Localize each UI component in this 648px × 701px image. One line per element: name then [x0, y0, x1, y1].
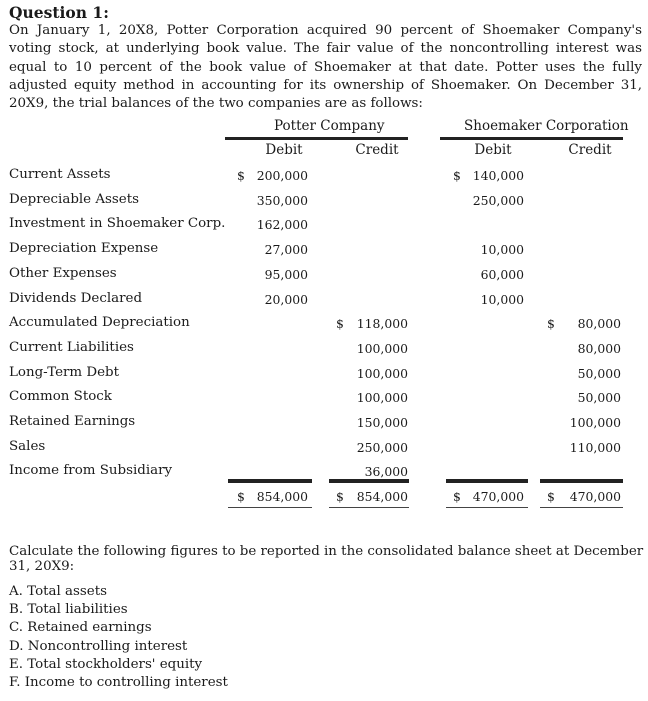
row-label: Income from Subsidiary [9, 463, 173, 478]
shoemaker-debit-cell: 60,000 [480, 267, 524, 282]
potter-credit-cell: 100,000 [356, 366, 408, 381]
shoemaker-credit-total-rule-top [540, 479, 623, 483]
potter-credit-total-rule-top [329, 479, 409, 483]
currency-symbol: $ [237, 168, 245, 183]
row-label: Depreciation Expense [9, 241, 159, 256]
shoemaker-credit-cell: 50,000 [577, 366, 621, 381]
potter-debit-cell: 350,000 [256, 193, 308, 208]
question-title: Question 1: [9, 3, 109, 22]
shoemaker-credit-total-rule-bottom [540, 507, 623, 508]
potter-debit-header: Debit [265, 142, 303, 158]
potter-credit-total: 854,000 [356, 489, 408, 504]
row-label: Sales [9, 439, 46, 454]
potter-header-rule [225, 137, 408, 140]
potter-credit-cell: 118,000 [356, 316, 408, 331]
question-part-item: E. Total stockholders' equity [9, 656, 203, 672]
question-part-item: C. Retained earnings [9, 620, 152, 636]
potter-credit-cell: 250,000 [356, 440, 408, 455]
row-label: Common Stock [9, 389, 112, 404]
currency-symbol: $ [336, 316, 344, 331]
potter-debit-cell: 20,000 [264, 292, 308, 307]
row-label: Accumulated Depreciation [9, 315, 190, 330]
row-label: Investment in Shoemaker Corp. [9, 216, 226, 231]
shoemaker-credit-cell: 80,000 [577, 316, 621, 331]
potter-credit-cell: 36,000 [364, 464, 408, 479]
potter-debit-total-rule-top [228, 479, 312, 483]
potter-debit-total-rule-bottom [228, 507, 312, 508]
question-part-item: B. Total liabilities [9, 602, 128, 618]
shoemaker-debit-cell: 250,000 [472, 193, 524, 208]
currency-symbol: $ [453, 168, 461, 183]
shoemaker-debit-total-rule-bottom [446, 507, 528, 508]
currency-symbol: $ [547, 489, 555, 504]
question-part-item: F. Income to controlling interest [9, 675, 228, 691]
row-label: Long-Term Debt [9, 365, 119, 380]
potter-debit-total: 854,000 [256, 489, 308, 504]
question-prompt: Calculate the following figures to be reported in the consolidated balance sheet at December 31, 20X9: [9, 544, 644, 574]
shoemaker-credit-cell: 50,000 [577, 390, 621, 405]
potter-credit-cell: 150,000 [356, 415, 408, 430]
shoemaker-debit-header: Debit [474, 142, 512, 158]
question-intro: On January 1, 20X8, Potter Corporation acquired 90 percent of Shoemaker Company's voting stock, at underlying book value. The fair value of the noncontrolling interest was equal to 10 percent of the book value of Shoemaker at that date. Potter uses the fully adjusted equity method in accounting for its ownership of Shoemaker. On December 31, 20X9, the trial balances of the two companies are as follows: [9, 23, 642, 112]
currency-symbol: $ [237, 489, 245, 504]
currency-symbol: $ [336, 489, 344, 504]
row-label: Current Assets [9, 167, 111, 182]
shoemaker-header-rule [440, 137, 623, 140]
potter-credit-cell: 100,000 [356, 341, 408, 356]
shoemaker-debit-cell: 140,000 [472, 168, 524, 183]
currency-symbol: $ [547, 316, 555, 331]
shoemaker-credit-header: Credit [568, 142, 612, 158]
potter-credit-total-rule-bottom [329, 507, 409, 508]
question-part-item: A. Total assets [9, 584, 107, 599]
question-part-item: D. Noncontrolling interest [9, 638, 188, 654]
shoemaker-debit-cell: 10,000 [480, 242, 524, 257]
potter-debit-cell: 27,000 [264, 242, 308, 257]
shoemaker-credit-cell: 80,000 [577, 341, 621, 356]
row-label: Other Expenses [9, 266, 117, 281]
shoemaker-debit-cell: 10,000 [480, 292, 524, 307]
shoemaker-debit-total: 470,000 [472, 489, 524, 504]
potter-debit-cell: 95,000 [264, 267, 308, 282]
shoemaker-corporation-header: Shoemaker Corporation [464, 118, 629, 134]
shoemaker-debit-total-rule-top [446, 479, 528, 483]
row-label: Current Liabilities [9, 340, 134, 355]
potter-credit-header: Credit [355, 142, 399, 158]
potter-credit-cell: 100,000 [356, 390, 408, 405]
potter-company-header: Potter Company [274, 118, 385, 134]
shoemaker-credit-total: 470,000 [569, 489, 621, 504]
shoemaker-credit-cell: 110,000 [569, 440, 621, 455]
row-label: Retained Earnings [9, 414, 136, 429]
currency-symbol: $ [453, 489, 461, 504]
potter-debit-cell: 200,000 [256, 168, 308, 183]
potter-debit-cell: 162,000 [256, 217, 308, 232]
row-label: Dividends Declared [9, 291, 143, 306]
shoemaker-credit-cell: 100,000 [569, 415, 621, 430]
row-label: Depreciable Assets [9, 192, 139, 207]
question-parts-list [9, 583, 228, 692]
